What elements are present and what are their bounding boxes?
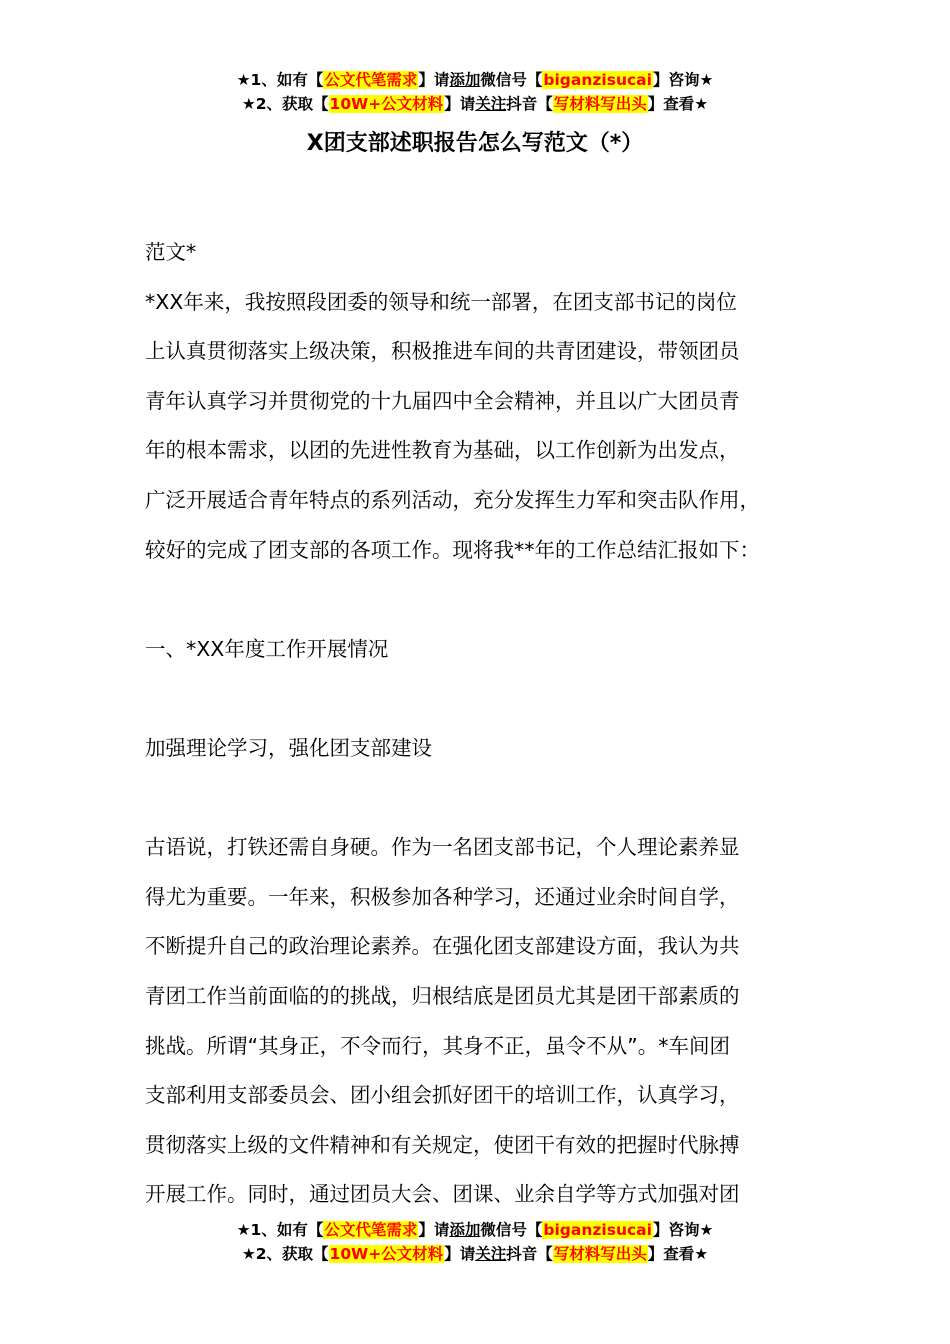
text-line: 较好的完成了团支部的各项工作。现将我**年的工作总结汇报如下： bbox=[145, 537, 760, 562]
text-line: 古语说，打铁还需自身硬。作为一名团支部书记，个人理论素养显 bbox=[145, 835, 740, 860]
text-line: 得尤为重要。一年来，积极参加各种学习，还通过业余时间自学， bbox=[145, 884, 740, 909]
text-line: 青团工作当前面临的的挑战，归根结底是团员尤其是团干部素质的 bbox=[145, 983, 740, 1008]
highlight-service: 公文代笔需求 bbox=[324, 1221, 418, 1239]
subsection-heading: 加强理论学习，强化团支部建设 bbox=[145, 735, 432, 760]
highlight-service: 公文代笔需求 bbox=[324, 71, 418, 89]
document-body bbox=[145, 228, 815, 1220]
text-line: 青年认真学习并贯彻党的十九届四中全会精神，并且以广大团员青 bbox=[145, 388, 740, 413]
header-banner bbox=[0, 68, 950, 116]
highlight-wechat-id: biganzisucai bbox=[543, 1221, 652, 1239]
banner-line-1: ★1、如有【公文代笔需求】请添加微信号【biganzisucai】咨询★ bbox=[236, 71, 714, 89]
paragraph-gap bbox=[145, 674, 815, 724]
text-line: 范文* bbox=[145, 240, 197, 264]
paragraph-gap bbox=[145, 774, 815, 824]
document-title: X团支部述职报告怎么写范文（*） bbox=[306, 131, 644, 156]
highlight-materials: 10W+公文材料 bbox=[329, 1245, 444, 1263]
banner-line-2: ★2、获取【10W+公文材料】请关注抖音【写材料写出头】查看★ bbox=[241, 95, 709, 113]
paragraph-gap bbox=[145, 575, 815, 625]
highlight-materials: 10W+公文材料 bbox=[329, 95, 444, 113]
banner-line-2: ★2、获取【10W+公文材料】请关注抖音【写材料写出头】查看★ bbox=[241, 1245, 709, 1263]
text-line: 支部利用支部委员会、团小组会抓好团干的培训工作，认真学习， bbox=[145, 1083, 740, 1108]
text-line: 不断提升自己的政治理论素养。在强化团支部建设方面，我认为共 bbox=[145, 934, 740, 959]
section-heading: 一、*XX年度工作开展情况 bbox=[145, 636, 389, 661]
text-line: *XX年来，我按照段团委的领导和统一部署，在团支部书记的岗位 bbox=[145, 289, 737, 314]
highlight-douyin-id: 写材料写出头 bbox=[553, 95, 647, 113]
banner-line-1: ★1、如有【公文代笔需求】请添加微信号【biganzisucai】咨询★ bbox=[236, 1221, 714, 1239]
highlight-douyin-id: 写材料写出头 bbox=[553, 1245, 647, 1263]
text-line: 年的根本需求，以团的先进性教育为基础，以工作创新为出发点， bbox=[145, 438, 740, 463]
highlight-wechat-id: biganzisucai bbox=[543, 71, 652, 89]
text-line: 挑战。所谓“其身正，不令而行，其身不正，虽令不从”。*车间团 bbox=[145, 1033, 730, 1058]
text-line: 上认真贯彻落实上级决策，积极推进车间的共青团建设，带领团员 bbox=[145, 339, 740, 364]
text-line: 开展工作。同时，通过团员大会、团课、业余自学等方式加强对团 bbox=[145, 1182, 740, 1207]
text-line: 贯彻落实上级的文件精神和有关规定，使团干有效的把握时代脉搏 bbox=[145, 1132, 740, 1157]
footer-banner bbox=[0, 1218, 950, 1266]
text-line: 广泛开展适合青年特点的系列活动，充分发挥生力军和突击队作用， bbox=[145, 487, 760, 512]
